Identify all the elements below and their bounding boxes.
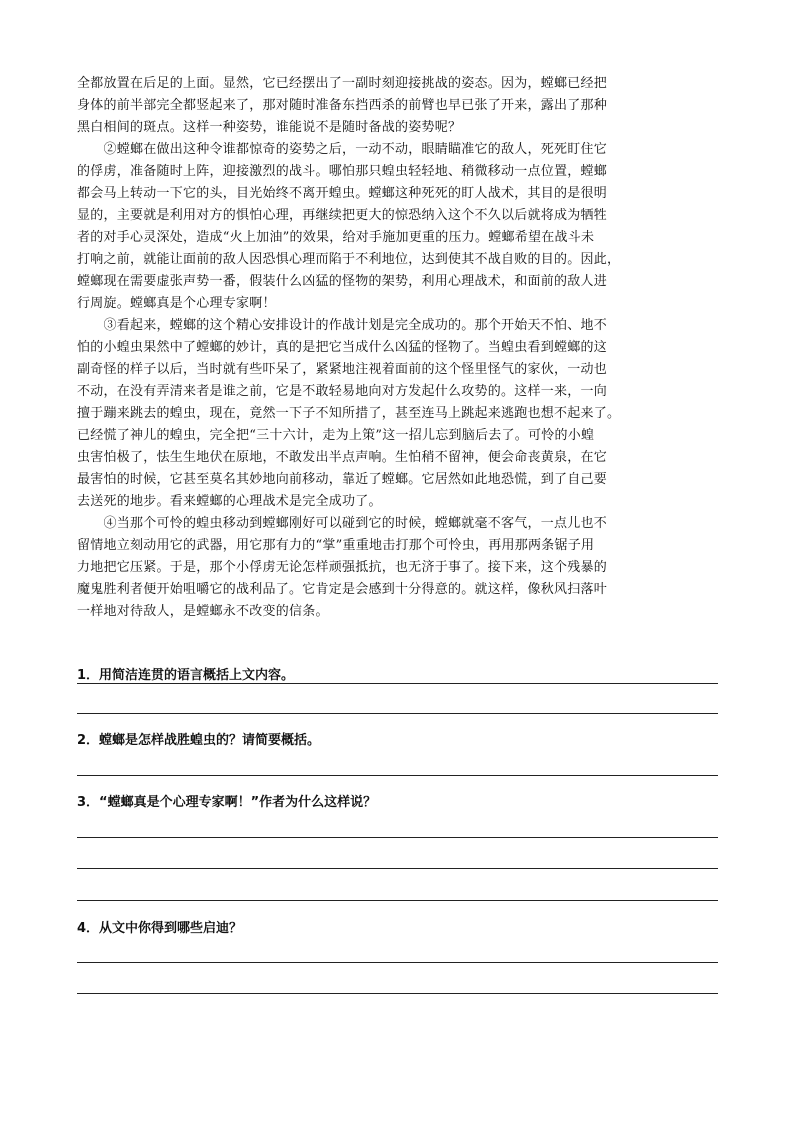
passage-line: 身体的前半部完全都竖起来了，那对随时准备东挡西杀的前臂也早已张了开来，露出了那种: [77, 98, 608, 113]
answer-line[interactable]: [77, 837, 718, 838]
passage-line: 螳螂现在需要虚张声势一番，假装什么凶猛的怪物的架势，利用心理战术，和面前的敌人进: [77, 274, 608, 289]
answer-line[interactable]: [77, 713, 718, 714]
answer-line[interactable]: [77, 993, 718, 994]
passage-line: 已经慌了神儿的蝗虫，完全把“三十六计，走为上策”这一招儿忘到脑后去了。可怜的小蝗: [77, 428, 595, 443]
answer-line[interactable]: [77, 962, 718, 963]
answer-line[interactable]: [77, 683, 718, 684]
question-text: 2．螳螂是怎样战胜蝗虫的？请简要概括。: [77, 733, 321, 748]
passage-line: 打响之前，就能让面前的敌人因恐惧心理而陷于不利地位，达到使其不战自败的目的。因此，: [77, 252, 621, 267]
passage-line: ③看起来，螳螂的这个精心安排设计的作战计划是完全成功的。那个开始天不怕、地不: [77, 318, 608, 333]
answer-line[interactable]: [77, 900, 718, 901]
passage-line: 全都放置在后足的上面。显然，它已经摆出了一副时刻迎接挑战的姿态。因为，螳螂已经把: [77, 76, 608, 91]
passage-line: 怕的小蝗虫果然中了螳螂的妙计，真的是把它当成什么凶猛的怪物了。当蝗虫看到螳螂的这: [77, 340, 608, 355]
passage-line: ②螳螂在做出这种令谁都惊奇的姿势之后，一动不动，眼睛瞄准它的敌人，死死盯住它: [77, 142, 608, 157]
question-text: 3．“螳螂真是个心理专家啊！”作者为什么这样说？: [77, 795, 377, 810]
passage-line: 副奇怪的样子以后，当时就有些吓呆了，紧紧地注视着面前的这个怪里怪气的家伙，一动也: [77, 362, 608, 377]
answer-line[interactable]: [77, 868, 718, 869]
passage-line: 擅于蹦来跳去的蝗虫，现在，竟然一下子不知所措了，甚至连马上跳起来逃跑也想不起来了。: [77, 406, 621, 421]
passage-line: 不动，在没有弄清来者是谁之前，它是不敢轻易地向对方发起什么攻势的。这样一来，一向: [77, 384, 608, 399]
passage-line: 一样地对待敌人，是螳螂永不改变的信条。: [77, 604, 329, 619]
passage-line: 力地把它压紧。于是，那个小俘虏无论怎样顽强抵抗，也无济于事了。接下来，这个残暴的: [77, 560, 608, 575]
passage-line: 留情地立刻动用它的武器，用它那有力的“掌”重重地击打那个可怜虫，再用那两条锯子用: [77, 538, 595, 553]
passage-line: 都会马上转动一下它的头，目光始终不离开蝗虫。螳螂这种死死的盯人战术，其目的是很明: [77, 186, 608, 201]
passage-line: 去送死的地步。看来螳螂的心理战术是完全成功了。: [77, 494, 382, 509]
passage-line: 虫害怕极了，怯生生地伏在原地，不敢发出半点声响。生怕稍不留神，便会命丧黄泉，在它: [77, 450, 608, 465]
passage-line: 最害怕的时候，它甚至莫名其妙地向前移动，靠近了螳螂。它居然如此地恐慌，到了自己要: [77, 472, 608, 487]
question-text: 4．从文中你得到哪些启迪？: [77, 921, 243, 936]
passage-line: 显的，主要就是利用对方的惧怕心理，再继续把更大的惊恐纳入这个不久以后就将成为牺牲: [77, 208, 608, 223]
passage-line: 者的对手心灵深处，造成“火上加油”的效果，给对手施加更重的压力。螳螂希望在战斗未: [77, 230, 595, 245]
passage-line: 行周旋。螳螂真是个心理专家啊！: [77, 296, 276, 311]
question-text: 1．用简洁连贯的语言概括上文内容。: [77, 668, 295, 683]
passage-line: 魔鬼胜利者便开始咀嚼它的战利品了。它肯定是会感到十分得意的。就这样，像秋风扫落叶: [77, 582, 608, 597]
passage-line: 黑白相间的斑点。这样一种姿势，谁能说不是随时备战的姿势呢？: [77, 120, 462, 135]
passage-line: ④当那个可怜的蝗虫移动到螳螂刚好可以碰到它的时候，螳螂就毫不客气，一点儿也不: [77, 516, 608, 531]
answer-line[interactable]: [77, 775, 718, 776]
passage-line: 的俘虏，准备随时上阵，迎接激烈的战斗。哪怕那只蝗虫轻轻地、稍微移动一点位置，螳螂: [77, 164, 608, 179]
